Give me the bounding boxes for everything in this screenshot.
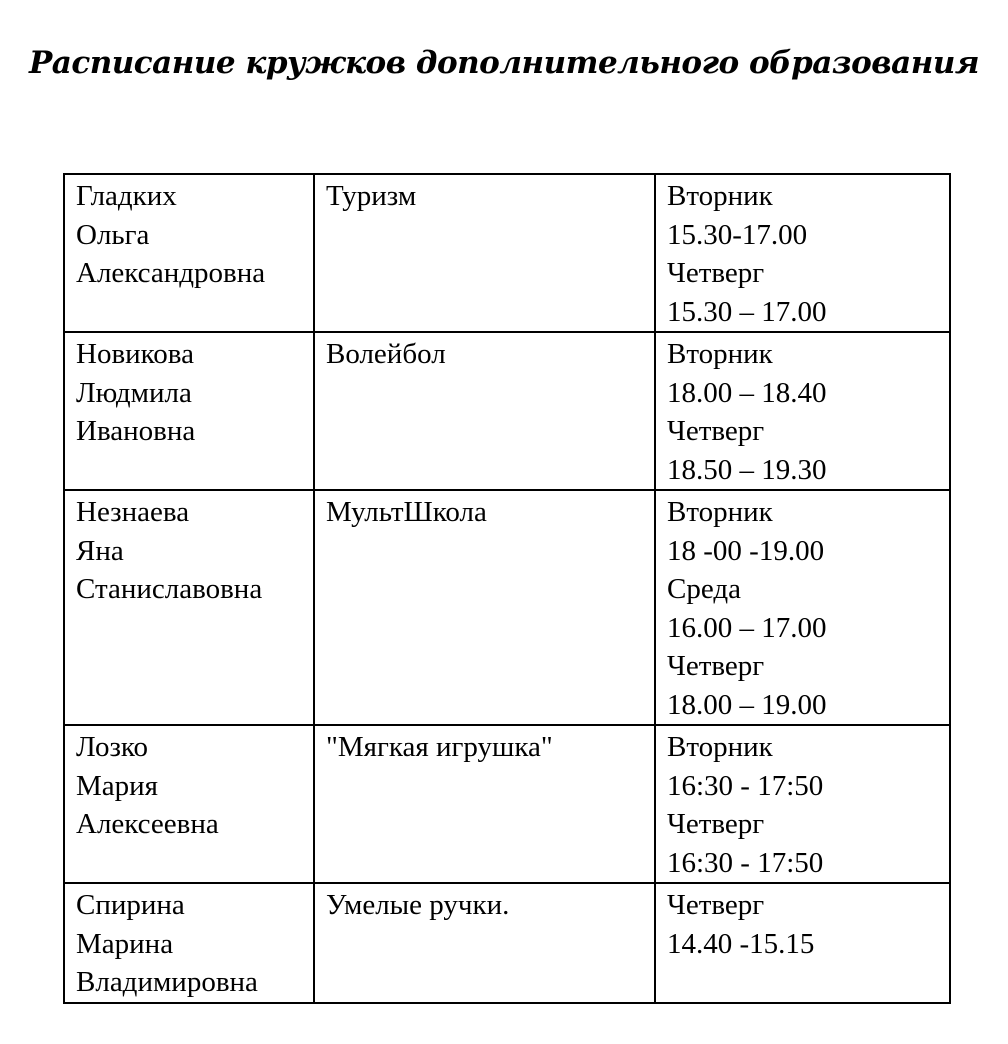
page-title: Расписание кружков дополнительного образования [28,45,980,81]
schedule-line: Вторник [667,496,773,528]
teacher-name-line: Лозко [76,731,149,763]
schedule-line: 18.50 – 19.30 [667,453,827,486]
teacher-cell [64,490,314,725]
table-row [64,725,950,883]
schedule-line: Четверг [667,650,765,682]
schedule-line: 16:30 - 17:50 [667,769,824,802]
club-name: "Мягкая игрушка" [326,731,553,763]
schedule-cell [655,725,950,883]
teacher-name-line: Новикова [76,338,194,370]
teacher-cell [64,883,314,1003]
club-cell [314,490,655,725]
teacher-name-line: Незнаева [76,496,190,528]
teacher-cell [64,332,314,490]
schedule-line: Четверг [667,889,765,921]
club-name: Волейбол [326,338,446,370]
teacher-cell [64,725,314,883]
club-cell [314,725,655,883]
schedule-line: 18 -00 -19.00 [667,534,825,567]
schedule-line: 14.40 -15.15 [667,927,815,960]
schedule-line: Четверг [667,257,765,289]
teacher-name-line: Алексеевна [76,808,219,840]
teacher-name-line: Александровна [76,257,266,289]
schedule-line: Четверг [667,415,765,447]
club-name: Умелые ручки. [326,889,510,921]
schedule-table [63,173,951,1004]
teacher-cell [64,174,314,332]
schedule-line: Четверг [667,808,765,840]
schedule-line: 18.00 – 19.00 [667,688,827,721]
schedule-line: 16:30 - 17:50 [667,846,824,879]
teacher-name-line: Ольга [76,218,150,251]
club-cell [314,332,655,490]
schedule-line: 15.30-17.00 [667,218,808,251]
table-row [64,883,950,1003]
schedule-line: Среда [667,573,741,605]
club-cell [314,174,655,332]
schedule-line: Вторник [667,180,773,212]
schedule-line: 15.30 – 17.00 [667,295,827,328]
teacher-name-line: Людмила [76,376,192,409]
teacher-name-line: Гладких [76,180,177,212]
club-name: МультШкола [326,496,487,528]
teacher-name-line: Мария [76,769,159,802]
teacher-name-line: Владимировна [76,966,258,998]
schedule-cell [655,490,950,725]
table-row [64,174,950,332]
schedule-cell [655,883,950,1003]
teacher-name-line: Станиславовна [76,573,263,605]
schedule-line: Вторник [667,338,773,370]
teacher-name-line: Ивановна [76,415,196,447]
schedule-line: Вторник [667,731,773,763]
schedule-cell [655,332,950,490]
schedule-line: 18.00 – 18.40 [667,376,827,409]
club-cell [314,883,655,1003]
teacher-name-line: Марина [76,927,174,960]
table-row [64,490,950,725]
schedule-cell [655,174,950,332]
teacher-name-line: Яна [76,534,124,567]
club-name: Туризм [326,180,417,212]
teacher-name-line: Спирина [76,889,185,921]
table-row [64,332,950,490]
schedule-line: 16.00 – 17.00 [667,611,827,644]
